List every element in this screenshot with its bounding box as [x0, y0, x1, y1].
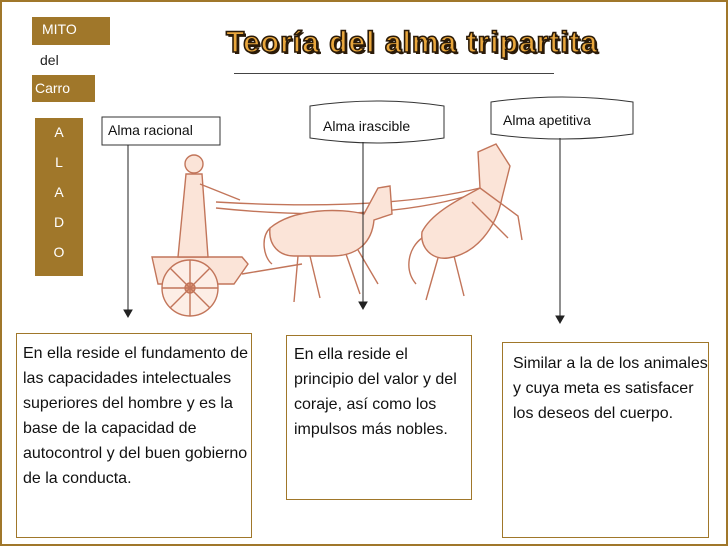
- page-title: Teoría del alma tripartita: [226, 26, 599, 59]
- alado-letter: D: [53, 214, 65, 230]
- label-alma-irascible: Alma irascible: [323, 118, 411, 134]
- del-label: del: [40, 52, 59, 68]
- carro-tag: Carro: [32, 75, 95, 102]
- label-alma-apetitiva: Alma apetitiva: [503, 112, 591, 128]
- chariot-figure: [152, 144, 522, 316]
- arrowhead-apetitiva: [556, 316, 564, 323]
- arrowhead-racional: [124, 310, 132, 317]
- alado-letter: O: [53, 244, 65, 260]
- alado-letter: L: [55, 154, 63, 170]
- mito-tag: MITO: [32, 17, 110, 45]
- label-alma-racional: Alma racional: [108, 122, 193, 138]
- description-alma-apetitiva: Similar a la de los animales y cuya meta es satisfacer los deseos del cuerpo.: [502, 342, 709, 538]
- description-alma-racional: En ella reside el fundamento de las capacidades intelectuales superiores del hombre y es la base de la capacidad de autocontrol y del buen gobierno de la conducta.: [16, 333, 252, 538]
- arrowhead-irascible: [359, 302, 367, 309]
- alado-letter: A: [54, 184, 64, 200]
- description-alma-irascible: En ella reside el principio del valor y del coraje, así como los impulsos más nobles.: [286, 335, 472, 500]
- alado-letter: A: [54, 124, 64, 140]
